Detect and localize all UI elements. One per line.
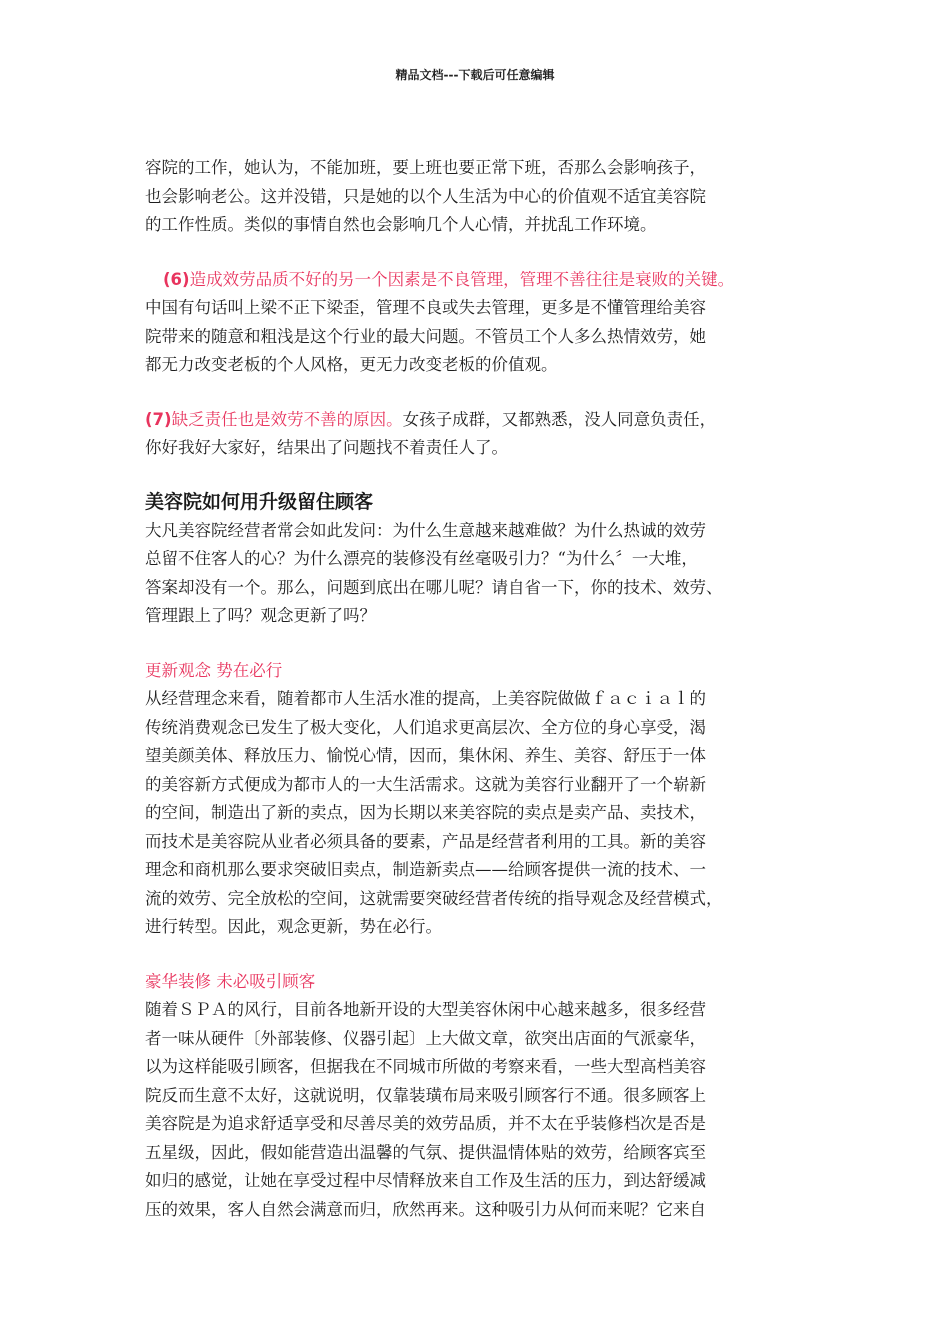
text-line: 容院的工作，她认为，不能加班，要上班也要正常下班，否那么会影响孩子， xyxy=(145,158,706,177)
point-6-highlight-line xyxy=(145,266,815,295)
document-body xyxy=(145,154,815,1224)
point-7-highlight: 缺乏责任也是效劳不善的原因。 xyxy=(171,409,403,429)
text-line: 的美容新方式便成为都市人的一大生活需求。这就为美容行业翻开了一个崭新 xyxy=(145,774,706,794)
text-line: 者一味从硬件〔外部装修、仪器引起〕上大做文章，欲突出店面的气派豪华， xyxy=(145,1028,706,1048)
text-line: 进行转型。因此，观念更新，势在必行。 xyxy=(145,917,442,936)
text-line: 压的效果，客人自然会满意而归，欣然再来。这种吸引力从何而来呢？它来自 xyxy=(145,1199,706,1219)
subsection-luxury-decor xyxy=(145,968,815,1225)
paragraph-intro xyxy=(145,154,815,240)
text-line: 五星级，因此，假如能营造出温馨的气氛、提供温情体贴的效劳，给顾客宾至 xyxy=(145,1142,706,1162)
text-line: 而技术是美容院从业者必须具备的要素，产品是经营者利用的工具。新的美容 xyxy=(145,831,706,851)
subsection-title: 豪华装修 未必吸引顾客 xyxy=(145,971,316,991)
text-line: 的空间，制造出了新的卖点，因为长期以来美容院的卖点是卖产品、卖技术， xyxy=(145,803,706,822)
point-6-number: (6) xyxy=(163,269,190,289)
article-title: 美容院如何用升级留住顾客 xyxy=(145,490,374,513)
text-line: 随着ＳＰＡ的风行，目前各地新开设的大型美容休闲中心越来越多，很多经营 xyxy=(145,1000,706,1019)
text-line: 望美颜美体、释放压力、愉悦心情，因而，集休闲、养生、美容、舒压于一体 xyxy=(145,746,706,765)
text-line: 院带来的随意和粗浅是这个行业的最大问题。不管员工个人多么热情效劳，她 xyxy=(145,326,706,346)
point-7-number: (7) xyxy=(145,409,172,429)
text-line: 答案却没有一个。那么，问题到底出在哪儿呢？请自省一下，你的技术、效劳、 xyxy=(145,577,723,597)
text-line: 总留不住客人的心？为什么漂亮的装修没有丝毫吸引力？“为什么〞一大堆， xyxy=(145,549,698,568)
text-line: 你好我好大家好，结果出了问题找不着责任人了。 xyxy=(145,438,508,457)
page-header: 精品文档---下载后可任意编辑 xyxy=(395,68,555,82)
text-line: 从经营理念来看，随着都市人生活水准的提高，上美容院做做ｆａｃｉａｌ的 xyxy=(145,689,706,708)
text-line: 理念和商机那么要求突破旧卖点，制造新卖点——给顾客提供一流的技术、一 xyxy=(145,860,706,879)
paragraph-point-7 xyxy=(145,406,815,463)
paragraph-point-6 xyxy=(145,266,815,380)
text-line: 也会影响老公。这并没错，只是她的以个人生活为中心的价值观不适宜美容院 xyxy=(145,186,706,206)
subsection-title: 更新观念 势在必行 xyxy=(145,660,283,680)
text-line: 院反而生意不太好，这就说明，仅靠装璜布局来吸引顾客行不通。很多顾客上 xyxy=(145,1085,706,1105)
text-line: 流的效劳、完全放松的空间，这就需要突破经营者传统的指导观念及经营模式， xyxy=(145,888,723,908)
point-6-highlight: 造成效劳品质不好的另一个因素是不良管理，管理不善往往是衰败的关键。 xyxy=(189,269,735,289)
article-section xyxy=(145,487,815,631)
text-line: 传统消费观念已发生了极大变化，人们追求更高层次、全方位的身心享受，渴 xyxy=(145,717,706,737)
point-7-first-line xyxy=(145,406,815,435)
text-line: 如归的感觉，让她在享受过程中尽情释放来自工作及生活的压力，到达舒缓减 xyxy=(145,1171,706,1190)
point-7-rest: 女孩子成群，又都熟悉，没人同意负责任， xyxy=(402,409,717,429)
text-line: 中国有句话叫上梁不正下梁歪，管理不良或失去管理，更多是不懂管理给美容 xyxy=(145,298,706,317)
text-line: 管理跟上了吗？观念更新了吗？ xyxy=(145,606,376,625)
subsection-update-concept xyxy=(145,657,815,942)
text-line: 以为这样能吸引顾客，但据我在不同城市所做的考察来看，一些大型高档美容 xyxy=(145,1057,706,1076)
text-line: 都无力改变老板的个人风格，更无力改变老板的价值观。 xyxy=(145,355,558,374)
text-line: 美容院是为追求舒适享受和尽善尽美的效劳品质，并不太在乎装修档次是否是 xyxy=(145,1114,706,1133)
text-line: 的工作性质。类似的事情自然也会影响几个人心情，并扰乱工作环境。 xyxy=(145,215,657,234)
text-line: 大凡美容院经营者常会如此发问：为什么生意越来越难做？为什么热诚的效劳 xyxy=(145,520,706,540)
